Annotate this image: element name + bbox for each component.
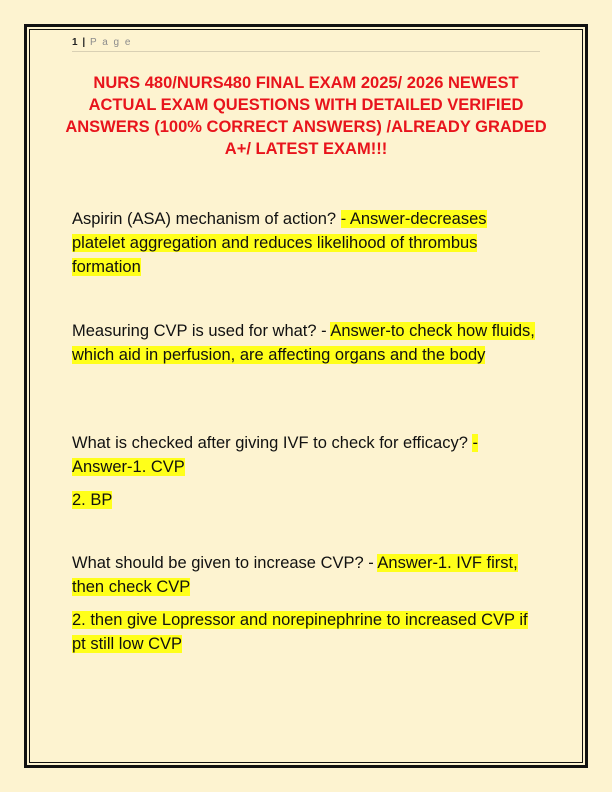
answer-text: Answer-1. IVF first, then check CVP — [72, 554, 518, 596]
qa-item-increase-cvp — [72, 551, 542, 656]
document-title: NURS 480/NURS480 FINAL EXAM 2025/ 2026 NEWEST ACTUAL EXAM QUESTIONS WITH DETAILED VERIFIED ANSWERS (100% CORRECT ANSWERS) /ALREADY GRADED A+/ LATEST EXAM!!! — [65, 74, 547, 158]
answer-text: - Answer-decreases platelet aggregation and reduces likelihood of thrombus formation — [72, 210, 487, 276]
question-text: Aspirin (ASA) mechanism of action? — [72, 210, 341, 228]
question-text: Measuring CVP is used for what? - — [72, 322, 331, 340]
page-word: P a g e — [89, 37, 132, 48]
qa-item-aspirin — [72, 207, 542, 279]
answer-extra-text: 2. then give Lopressor and norepinephrine to increased CVP if pt still low CVP — [72, 611, 528, 653]
qa-paragraph — [72, 207, 542, 279]
qa-item-ivf-efficacy — [72, 431, 542, 512]
question-text: What should be given to increase CVP? - — [72, 554, 378, 572]
answer-text: - Answer-1. CVP — [72, 434, 478, 476]
answer-continuation — [72, 488, 542, 512]
question-text: What is checked after giving IVF to check for efficacy? — [72, 434, 473, 452]
page-header — [72, 37, 540, 52]
page-separator: | — [82, 37, 86, 48]
page-number: 1 — [72, 37, 78, 48]
qa-paragraph — [72, 431, 542, 479]
answer-continuation — [72, 608, 542, 656]
qa-item-cvp-purpose — [72, 319, 542, 367]
answer-text: Answer-to check how fluids, which aid in perfusion, are affecting organs and the body — [72, 322, 535, 364]
qa-paragraph — [72, 319, 542, 367]
qa-paragraph — [72, 551, 542, 599]
answer-extra-text: 2. BP — [72, 491, 113, 509]
